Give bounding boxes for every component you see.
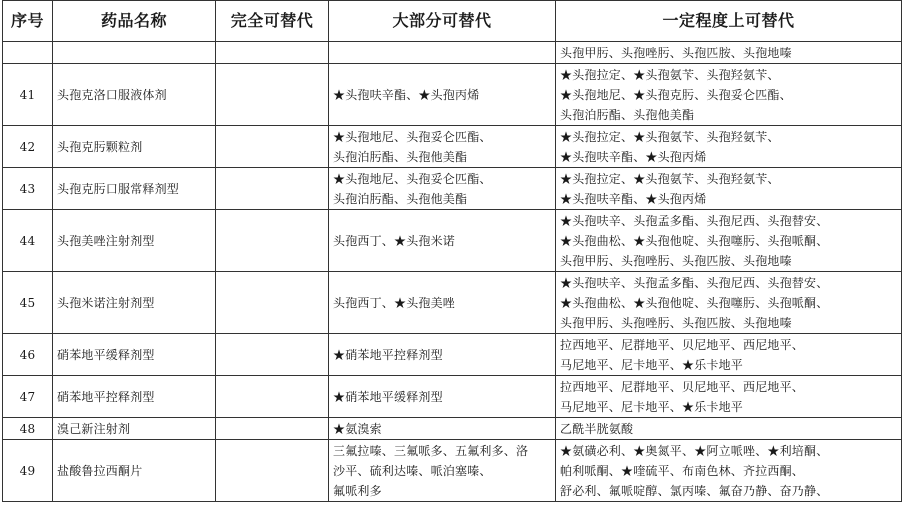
table-body: [3, 42, 902, 502]
partially-replaceable-cell-line: 马尼地平、尼卡地平、★乐卡地平: [560, 357, 744, 372]
partially-replaceable-cell: [556, 272, 902, 334]
partially-replaceable-cell: [556, 376, 902, 418]
partially-replaceable-cell: [556, 168, 902, 210]
partially-replaceable-cell-line: 帕利哌酮、★喹硫平、布南色林、齐拉西酮、: [560, 463, 805, 478]
drug-name: 头孢米诺注射剂型: [53, 272, 216, 334]
row-number: 47: [3, 376, 53, 418]
row-number: 41: [3, 64, 53, 126]
fully-replaceable-cell: [216, 376, 329, 418]
partially-replaceable-cell-line: 拉西地平、尼群地平、贝尼地平、西尼地平、: [560, 337, 805, 352]
mostly-replaceable-cell-line: 头孢西丁、★头孢美唑: [333, 295, 456, 310]
partially-replaceable-cell: [556, 210, 902, 272]
mostly-replaceable-cell: [329, 334, 556, 376]
partially-replaceable-cell-line: 头孢甲肟、头孢唑肟、头孢匹胺、头孢地嗪: [560, 253, 792, 268]
mostly-replaceable-cell: [329, 64, 556, 126]
table-row: [3, 334, 902, 376]
drug-substitution-table: [2, 0, 902, 502]
mostly-replaceable-cell: [329, 376, 556, 418]
drug-name: 头孢克肟口服常释剂型: [53, 168, 216, 210]
partially-replaceable-cell: [556, 418, 902, 440]
partially-replaceable-cell: [556, 42, 902, 64]
partially-replaceable-cell: [556, 334, 902, 376]
partially-replaceable-cell-line: ★头孢曲松、★头孢他啶、头孢噻肟、头孢哌酮、: [560, 295, 829, 310]
mostly-replaceable-cell-line: 三氟拉嗪、三氟哌多、五氟利多、洛: [333, 443, 529, 458]
table-row: [3, 64, 902, 126]
fully-replaceable-cell: [216, 42, 329, 64]
partially-replaceable-cell-line: ★头孢曲松、★头孢他啶、头孢噻肟、头孢哌酮、: [560, 233, 829, 248]
row-number: [3, 42, 53, 64]
header-fully-replaceable: 完全可替代: [216, 1, 329, 42]
row-number: 42: [3, 126, 53, 168]
drug-name: 头孢美唑注射剂型: [53, 210, 216, 272]
table-row: [3, 126, 902, 168]
table-row: [3, 272, 902, 334]
fully-replaceable-cell: [216, 64, 329, 126]
row-number: 49: [3, 440, 53, 502]
partially-replaceable-cell-line: ★头孢拉定、★头孢氨苄、头孢羟氨苄、: [560, 129, 780, 144]
mostly-replaceable-cell: [329, 418, 556, 440]
row-number: 48: [3, 418, 53, 440]
drug-name: 溴己新注射剂: [53, 418, 216, 440]
row-number: 43: [3, 168, 53, 210]
table-row: [3, 210, 902, 272]
partially-replaceable-cell: [556, 440, 902, 502]
partially-replaceable-cell-line: ★头孢呋辛、头孢孟多酯、头孢尼西、头孢替安、: [560, 275, 829, 290]
mostly-replaceable-cell-line: ★头孢地尼、头孢妥仑匹酯、: [333, 171, 492, 186]
mostly-replaceable-cell: [329, 210, 556, 272]
row-number: 44: [3, 210, 53, 272]
header-partially-replaceable: 一定程度上可替代: [556, 1, 902, 42]
fully-replaceable-cell: [216, 334, 329, 376]
mostly-replaceable-cell: [329, 440, 556, 502]
drug-name: [53, 42, 216, 64]
mostly-replaceable-cell-line: ★氨溴索: [333, 421, 382, 436]
partially-replaceable-cell-line: ★头孢呋辛、头孢孟多酯、头孢尼西、头孢替安、: [560, 213, 829, 228]
partially-replaceable-cell-line: 头孢泊肟酯、头孢他美酯: [560, 107, 695, 122]
mostly-replaceable-cell-line: ★头孢呋辛酯、★头孢丙烯: [333, 87, 480, 102]
drug-name: 硝苯地平控释剂型: [53, 376, 216, 418]
table-row: [3, 418, 902, 440]
mostly-replaceable-cell-line: 头孢西丁、★头孢米诺: [333, 233, 456, 248]
partially-replaceable-cell-line: 拉西地平、尼群地平、贝尼地平、西尼地平、: [560, 379, 805, 394]
mostly-replaceable-cell: [329, 42, 556, 64]
mostly-replaceable-cell-line: ★硝苯地平控释剂型: [333, 347, 443, 362]
mostly-replaceable-cell: [329, 168, 556, 210]
row-number: 46: [3, 334, 53, 376]
partially-replaceable-cell: [556, 126, 902, 168]
partially-replaceable-cell-line: ★头孢呋辛酯、★头孢丙烯: [560, 191, 707, 206]
header-mostly-replaceable: 大部分可替代: [329, 1, 556, 42]
partially-replaceable-cell-line: 头孢甲肟、头孢唑肟、头孢匹胺、头孢地嗪: [560, 315, 792, 330]
partially-replaceable-cell-line: ★头孢地尼、★头孢克肟、头孢妥仑匹酯、: [560, 87, 792, 102]
fully-replaceable-cell: [216, 440, 329, 502]
drug-name: 盐酸鲁拉西酮片: [53, 440, 216, 502]
fully-replaceable-cell: [216, 272, 329, 334]
mostly-replaceable-cell-line: 沙平、硫利达嗪、哌泊塞嗪、: [333, 463, 492, 478]
mostly-replaceable-cell: [329, 126, 556, 168]
mostly-replaceable-cell-line: ★头孢地尼、头孢妥仑匹酯、: [333, 129, 492, 144]
partially-replaceable-cell: [556, 64, 902, 126]
row-number: 45: [3, 272, 53, 334]
partially-replaceable-cell-line: 舒必利、氟哌啶醇、氯丙嗪、氟奋乃静、奋乃静、: [560, 483, 829, 498]
partially-replaceable-cell-line: ★头孢呋辛酯、★头孢丙烯: [560, 149, 707, 164]
drug-name: 硝苯地平缓释剂型: [53, 334, 216, 376]
partially-replaceable-cell-line: 马尼地平、尼卡地平、★乐卡地平: [560, 399, 744, 414]
mostly-replaceable-cell-line: ★硝苯地平缓释剂型: [333, 389, 443, 404]
mostly-replaceable-cell-line: 头孢泊肟酯、头孢他美酯: [333, 149, 468, 164]
mostly-replaceable-cell-line: 头孢泊肟酯、头孢他美酯: [333, 191, 468, 206]
partially-replaceable-cell-line: 乙酰半胱氨酸: [560, 421, 634, 436]
partially-replaceable-cell-line: ★头孢拉定、★头孢氨苄、头孢羟氨苄、: [560, 171, 780, 186]
fully-replaceable-cell: [216, 418, 329, 440]
fully-replaceable-cell: [216, 168, 329, 210]
partially-replaceable-cell-line: ★氨磺必利、★奥氮平、★阿立哌唑、★利培酮、: [560, 443, 829, 458]
table-row: [3, 440, 902, 502]
mostly-replaceable-cell-line: 氟哌利多: [333, 483, 382, 498]
header-drug-name: 药品名称: [53, 1, 216, 42]
header-row: [3, 1, 902, 42]
drug-name: 头孢克洛口服液体剂: [53, 64, 216, 126]
table-row: [3, 42, 902, 64]
mostly-replaceable-cell: [329, 272, 556, 334]
partially-replaceable-cell-line: 头孢甲肟、头孢唑肟、头孢匹胺、头孢地嗪: [560, 45, 792, 60]
drug-name: 头孢克肟颗粒剂: [53, 126, 216, 168]
partially-replaceable-cell-line: ★头孢拉定、★头孢氨苄、头孢羟氨苄、: [560, 67, 780, 82]
fully-replaceable-cell: [216, 126, 329, 168]
header-seq: 序号: [3, 1, 53, 42]
table-row: [3, 376, 902, 418]
fully-replaceable-cell: [216, 210, 329, 272]
table-row: [3, 168, 902, 210]
